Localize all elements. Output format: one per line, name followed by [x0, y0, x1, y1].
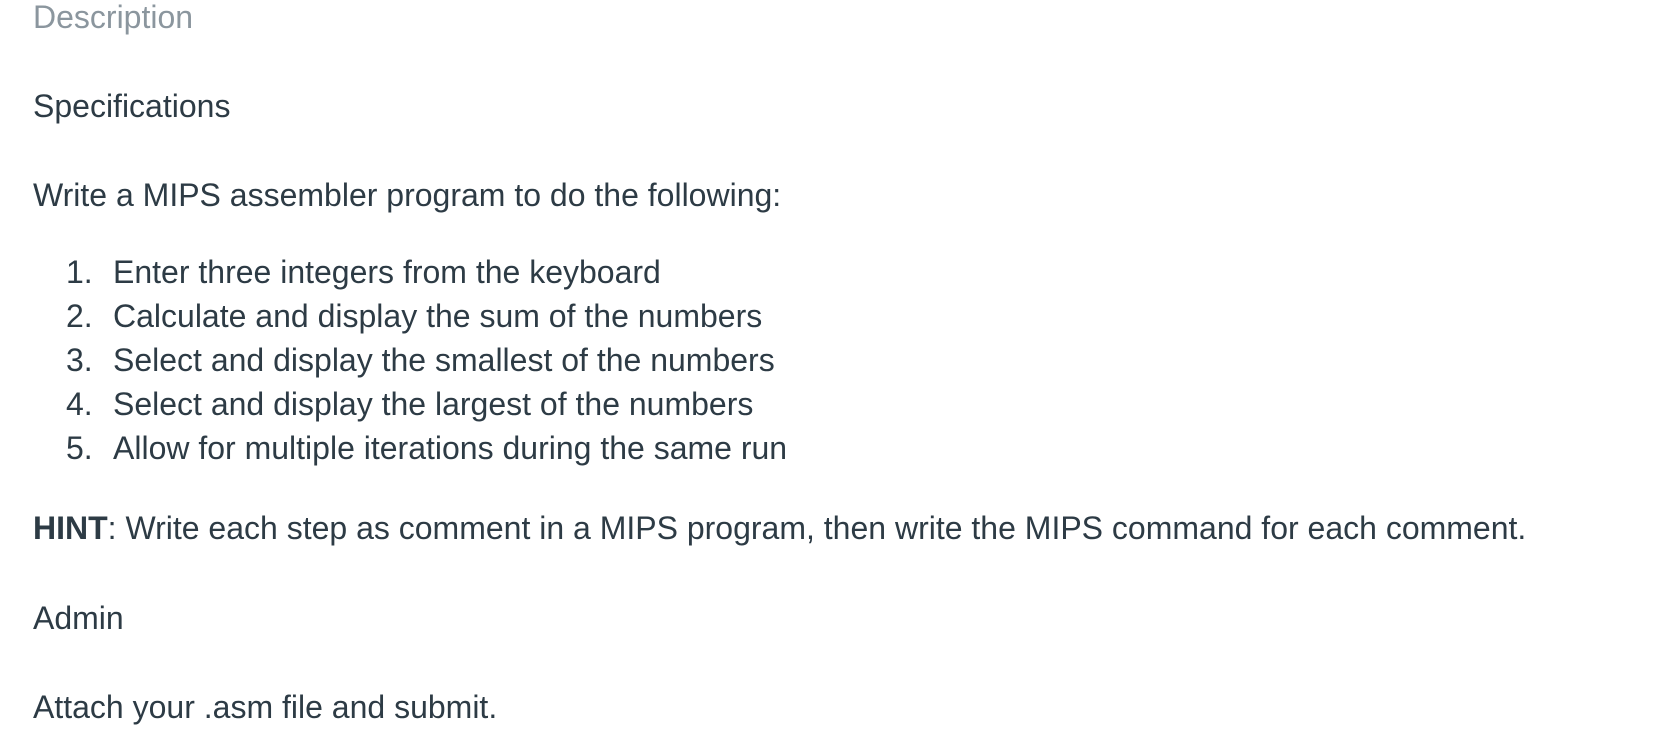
list-item-number: 4. [66, 386, 93, 422]
list-item-number: 5. [66, 430, 93, 466]
hint-label: HINT [33, 510, 108, 546]
admin-instructions: Attach your .asm file and submit. [33, 689, 498, 725]
list-item-text: Select and display the largest of the numbers [113, 386, 754, 422]
list-item-number: 1. [66, 254, 93, 290]
list-item-number: 2. [66, 298, 93, 334]
specifications-heading: Specifications [33, 88, 231, 124]
list-item-text: Select and display the smallest of the numbers [113, 342, 775, 378]
list-item-text: Calculate and display the sum of the numbers [113, 298, 763, 334]
hint-paragraph [33, 510, 1526, 546]
admin-heading: Admin [33, 600, 124, 636]
list-item-number: 3. [66, 342, 93, 378]
intro-text: Write a MIPS assembler program to do the following: [33, 177, 782, 213]
hint-text: : Write each step as comment in a MIPS program, then write the MIPS command for each comment. [107, 510, 1527, 546]
description-label: Description [33, 0, 194, 35]
list-item-text: Enter three integers from the keyboard [113, 254, 661, 290]
list-item-text: Allow for multiple iterations during the same run [113, 430, 788, 466]
